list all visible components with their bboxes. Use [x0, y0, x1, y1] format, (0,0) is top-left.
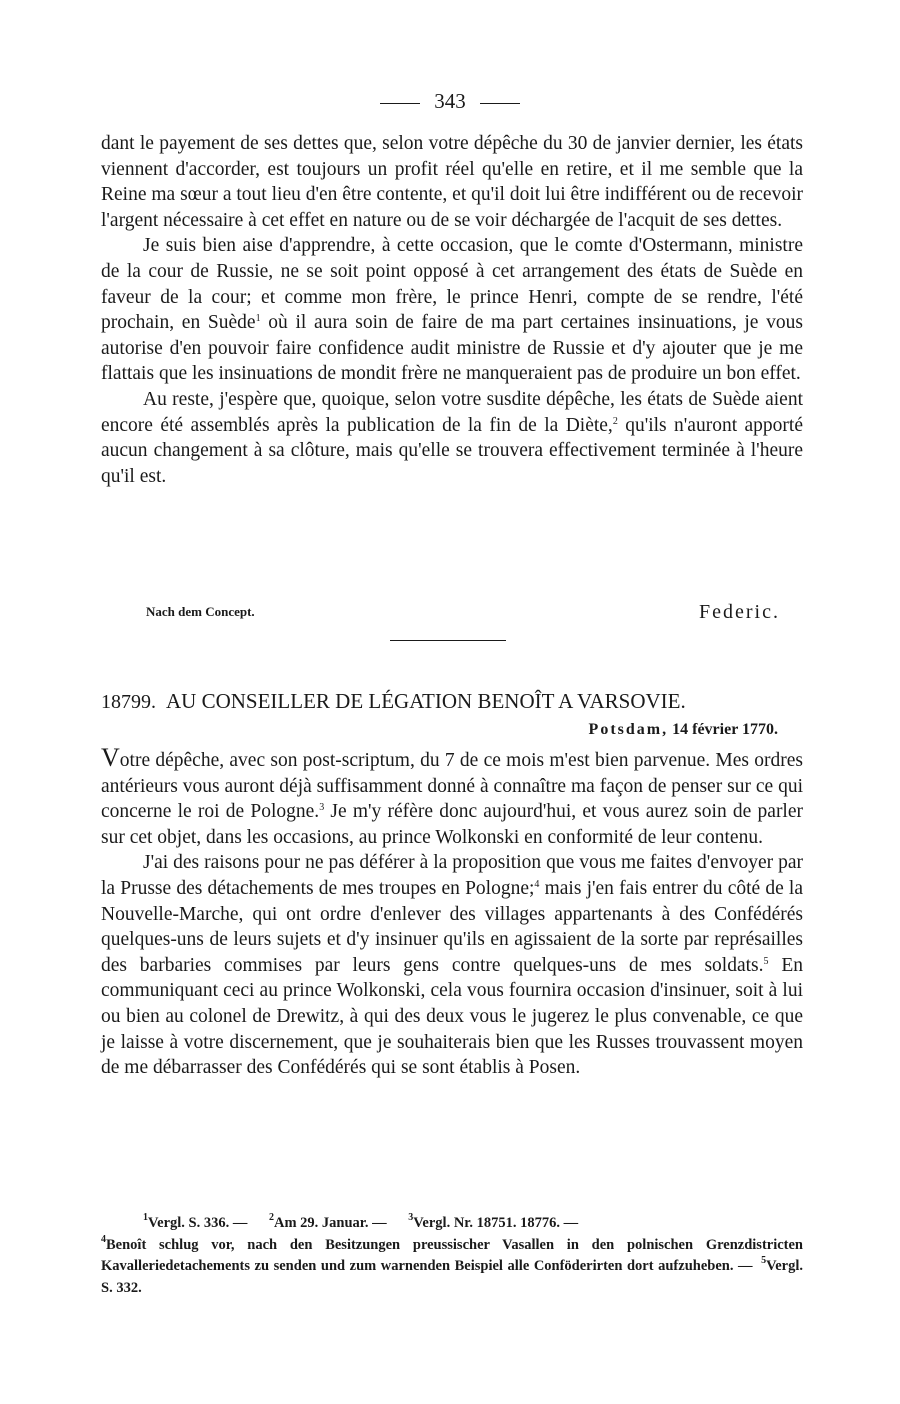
footnote-3: Vergl. Nr. 18751. 18776. — — [413, 1215, 579, 1231]
footnote-5: Vergl. S. 332. — [101, 1258, 803, 1296]
dateline-date: 14 février 1770. — [672, 721, 778, 738]
letter-number: 18799. — [101, 691, 156, 713]
letter-1-paragraph-1: dant le payement de ses dettes que, selon votre dépêche du 30 de janvier dernier, les états viennent d'accorder, est toujours un profit réel qu'elle en retire, et il me semble que la Reine ma sœur a tout lieu d'en être contente, et qu'il doit lui être indifférent ou de recevoir l'argent nécessaire à cet effet en nature ou de se voir déchargée de l'acquit de ses dettes. — [101, 133, 803, 231]
dateline — [589, 718, 778, 742]
page-number: 343 — [434, 89, 466, 113]
footnote-ref-3: 3 — [319, 802, 325, 814]
signature: Federic. — [699, 601, 780, 623]
footnotes-line-2 — [101, 1235, 803, 1300]
footnote-2: Am 29. Januar. — — [273, 1215, 387, 1231]
footnote-mark-3: 3 — [408, 1212, 414, 1223]
footnote-1: Vergl. S. 336. — — [148, 1215, 248, 1231]
footnotes-line-1 — [101, 1213, 803, 1235]
page-header — [0, 86, 900, 116]
letter-1-paragraph-2: Je suis bien aise d'apprendre, à cette occasion, que le comte d'Ostermann, ministre de la cour de Russie, ne se soit point opposé à cet arrangement des états de Suède en faveur de la cour; et comme mon frère, le prince Henri, compte de se rendre, l'été prochain, en Suède$^1$ où il aura soin de faire de ma part certaines insinuations, je vous autorise d'en pouvoir faire confidence audit ministre de Russie et d'y ajouter que je me flattais que les insinuations de mondit frère ne manqueraient pas de produire un bon effet. — [101, 235, 803, 385]
footnote-ref-4: 4 — [534, 878, 540, 890]
source-note: Nach dem Concept. — [146, 604, 255, 619]
footnote-mark-2: 2 — [268, 1212, 274, 1223]
letter-2-body — [101, 743, 804, 1081]
header-rule-right — [480, 103, 520, 104]
footnote-mark-4: 4 — [101, 1233, 106, 1245]
footnotes — [101, 1213, 803, 1299]
letter-1-paragraph-3: Au reste, j'espère que, quoique, selon votre susdite dépêche, les états de Suède aient encore été assemblés après la publication de la fin de la Diète,$^2$ qu'ils n'auront apporté aucun changement à sa clôture, mais qu'elle se trouvera effectivement terminée à l'heure qu'il est. — [101, 388, 803, 487]
section-separator — [390, 640, 506, 641]
letter-2-heading — [101, 686, 803, 717]
letter-2-paragraph-2: J'ai des raisons pour ne pas déférer à la proposition que vous me faites d'envoyer par la Prusse des détachements de mes troupes en Pologne;$^4$ mais j'en fais entrer du côté de la Nouvelle-Marche, qui ont ordre d'enlever des villages appartenants à des Confédérés quelques-uns de leurs sujets et d'y insinuer qu'ils en agissaient de la sorte par représailles des barbaries commises par leurs gens contre quelques-uns de mes soldats.$^5$ En communiquant ceci au prince Wolkonski, cela vous fournira occasion d'insinuer, soit à lui ou bien au colonel de Drewitz, à qui des deux vous le jugerez le plus convenable, ce que je laisse à votre discernement, que je souhaiterais bien que les Russes trouvassent moyen de me débarrasser des Confédérés qui se sont établis à Posen. — [101, 852, 803, 1079]
footnote-ref-5: 5 — [763, 955, 769, 967]
footnote-ref-1: 1 — [255, 313, 261, 325]
footnote-mark-1: 1 — [143, 1212, 148, 1223]
dateline-place: Potsdam, — [588, 721, 669, 738]
letter-2-paragraph-1: Votre dépêche, avec son post-scriptum, du 7 de ce mois m'est bien parvenue. Mes ordres antérieurs vous auront déjà suffisamment donné à connaître ma façon de penser sur ce qui concerne le roi de Pologne.$^3$ Je m'y réfère donc aujourd'hui, et vous aurez soin de parler sur cet objet, dans les occasions, au prince Wolkonski en conformité de leur contenu. — [101, 743, 804, 848]
letter-1-body — [101, 131, 803, 489]
footnote-4: Benoît schlug vor, nach den Besitzungen preussischer Vasallen in den polnischen Grenzdistricten Kavalleriedetachements zu senden und zum warnenden Beispiel alle Conföderirten dort aufzuheben. — — [101, 1236, 803, 1274]
header-rule-left — [380, 103, 420, 104]
footnote-mark-5: 5 — [761, 1255, 767, 1266]
letter-1-closing — [146, 598, 780, 626]
initial-letter: V — [101, 743, 120, 772]
footnote-ref-2: 2 — [612, 415, 618, 427]
letter-title: AU CONSEILLER DE LÉGATION BENOÎT A VARSOVIE. — [166, 689, 686, 713]
